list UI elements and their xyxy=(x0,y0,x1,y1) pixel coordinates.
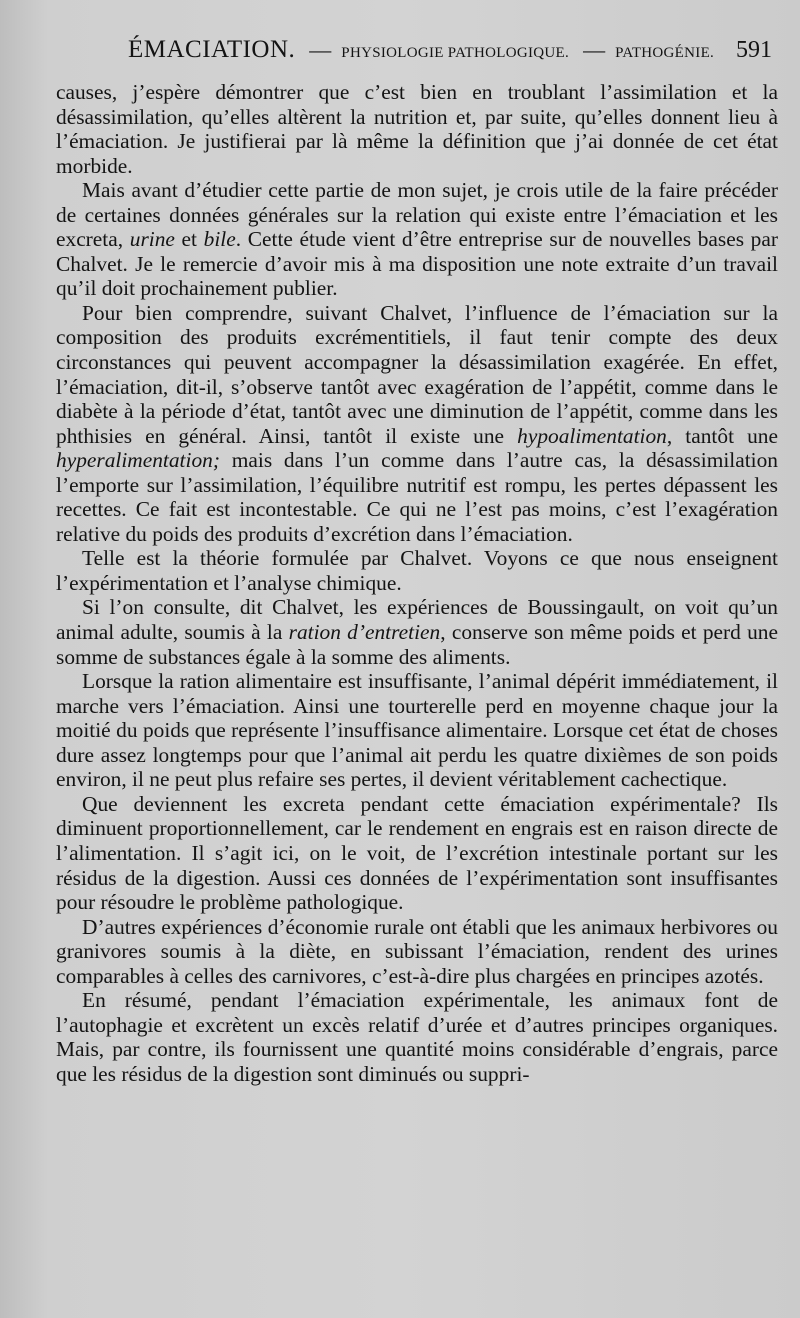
page-number: 591 xyxy=(736,37,772,63)
paragraph-text: Pour bien comprendre, suivant Chalvet, l’influence de l’émaciation sur la composition des produits excrémentitiels, il faut tenir compte des deux circonstances qui peuvent accompagner la désassimilation exagérée. En effet, l’émaciation, dit-il, s’observe tantôt avec exagération de l’appétit, comme dans le diabète à la période d’état, tantôt avec une diminution de l’appétit, comme dans les phthisies en général. Ainsi, tantôt il existe une xyxy=(56,300,778,448)
paragraph-text: Mais avant d’étudier cette partie de mon sujet, je crois utile de la faire précéder de certaines données générales sur la relation qui existe entre l’émaciation et les excreta, xyxy=(56,178,778,252)
paragraph-text: . Cette étude vient d’être entreprise sur de nouvelles bases par Chalvet. Je le remercie d’avoir mis à ma disposition une note extraite d’un travail qu’il doit prochainement publier. xyxy=(56,227,778,301)
italic-term: ration d’entretien xyxy=(288,620,441,645)
paragraph-text: mais dans l’un comme dans l’autre cas, la désassimilation l’emporte sur l’assimilation, l’équilibre nutritif est rompu, les pertes dépassent les recettes. Ce fait est incontestable. Ce qui ne l’est pas moins, c’est l’exagération relative du poids des produits d’excrétion dans l’émaciation. xyxy=(56,448,778,546)
paragraph xyxy=(56,915,778,989)
paragraph-text: Lorsque la ration alimentaire est insuffisante, l’animal dépérit immédiatement, il marche vers l’émaciation. Ainsi une tourterelle perd en moyenne chaque jour la moitié du poids que représente l’insuffisance alimentaire. Lorsque cet état de choses dure assez longtemps pour que l’animal ait perdu les quatre dixièmes de son poids environ, il ne peut plus refaire ses pertes, il devient véritablement cachectique. xyxy=(56,669,778,792)
running-head-section: PHYSIOLOGIE PATHOLOGIQUE. xyxy=(341,45,570,61)
paragraph-text: Que deviennent les excreta pendant cette émaciation expérimentale? Ils diminuent proportionnellement, car le rendement en engrais est en raison directe de l’alimentation. Il s’agit ici, on le voit, de l’excrétion intestinale portant sur les résidus de la digestion. Aussi ces données de l’expérimentation sont insuffisantes pour résoudre le problème pathologique. xyxy=(56,791,778,915)
italic-term: urine xyxy=(129,227,175,252)
paragraph-text: En résumé, pendant l’émaciation expérimentale, les animaux font de l’autophagie et excrètent un excès relatif d’urée et d’autres principes organiques. Mais, par contre, ils fournissent une quantité moins considérable d’engrais, parce que les résidus de la digestion sont diminués ou suppri- xyxy=(56,988,778,1086)
paragraph xyxy=(56,595,778,669)
paragraph-text: Si l’on consulte, dit Chalvet, les expériences de Boussingault, on voit qu’un animal adulte, soumis à la xyxy=(56,595,778,645)
italic-term: bile xyxy=(203,227,236,252)
paragraph-text: Telle est la théorie formulée par Chalvet. Voyons ce que nous enseignent l’expérimentation et l’analyse chimique. xyxy=(56,546,778,595)
paragraph xyxy=(56,80,778,178)
paragraph xyxy=(56,546,778,595)
running-head-subsection: PATHOGÉNIE. xyxy=(615,45,715,61)
paragraph-text: , conserve son même poids et perd une somme de substances égale à la somme des aliments. xyxy=(56,620,778,669)
running-head-title: ÉMACIATION. xyxy=(128,36,296,63)
paragraph-text: et xyxy=(174,227,204,252)
italic-term: hyperalimentation; xyxy=(56,448,220,473)
italic-term: hypoalimentation xyxy=(517,423,667,448)
paragraph-text: causes, j’espère démontrer que c’est bien en troublant l’assimilation et la désassimilation, qu’elles altèrent la nutrition et, par suite, qu’elles donnent lieu à l’émaciation. Je justifierai par là même la définition que j’ai donnée de cet état morbide. xyxy=(56,80,778,178)
paragraph xyxy=(56,301,778,546)
paragraph xyxy=(56,792,778,915)
paragraph-text: , tantôt une xyxy=(666,423,778,448)
paragraph xyxy=(56,988,778,1086)
body-text xyxy=(56,80,778,1086)
running-head-dash: — xyxy=(309,37,332,62)
paragraph xyxy=(56,669,778,792)
running-head-dash: — xyxy=(583,37,606,62)
paragraph-text: D’autres expériences d’économie rurale ont établi que les animaux herbivores ou granivores soumis à la diète, en subissant l’émaciation, rendent des urines comparables à celles des carnivores, c’est-à-dire plus chargées en principes azotés. xyxy=(56,914,778,988)
paragraph xyxy=(56,178,778,301)
running-head xyxy=(56,36,772,80)
